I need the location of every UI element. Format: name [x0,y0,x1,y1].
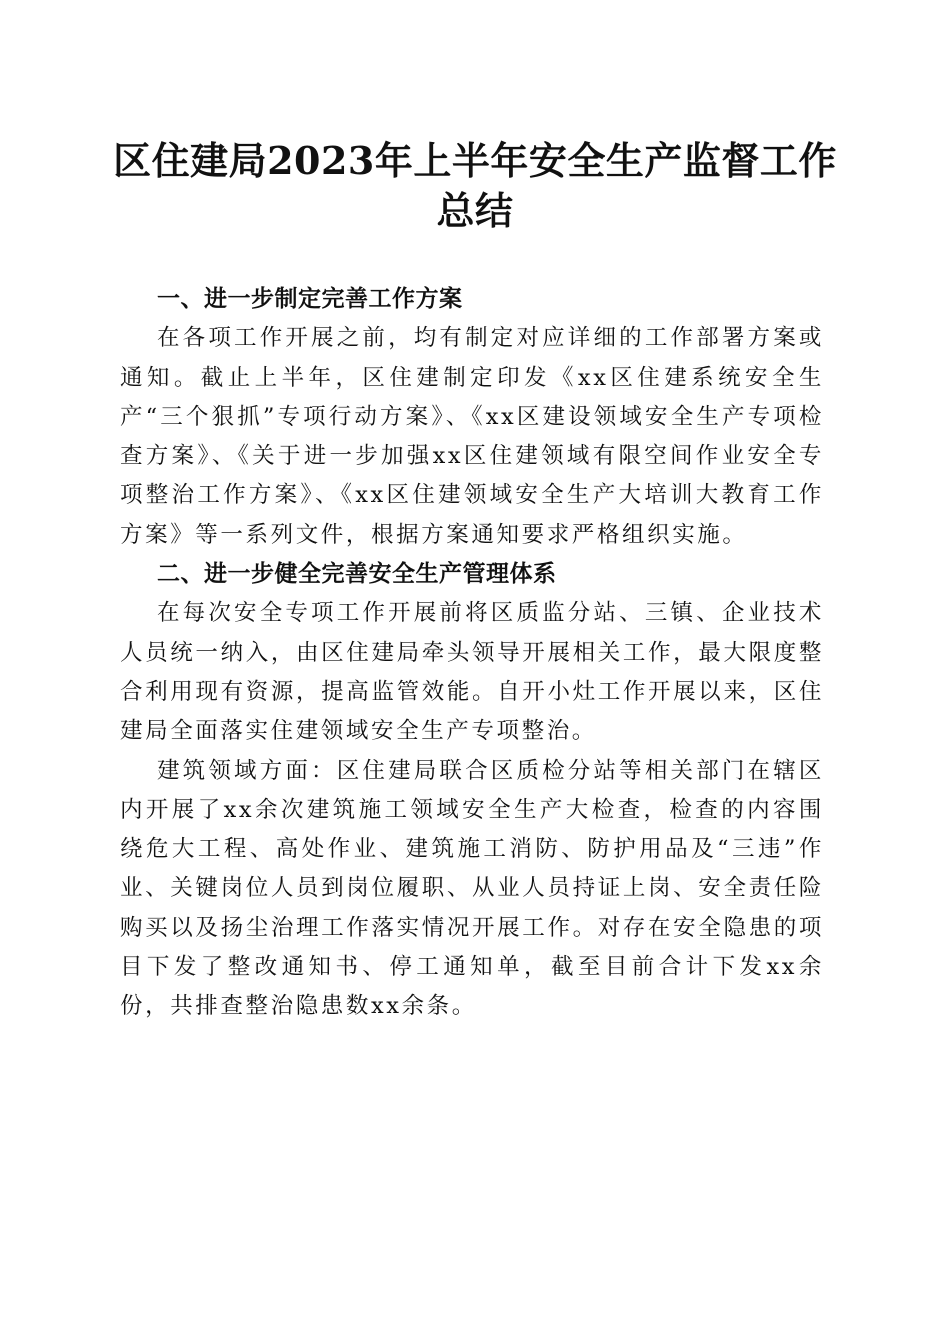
section-heading: 二、进一步健全完善安全生产管理体系 [157,561,557,588]
document-title: 区住建局2023年上半年安全生产监督工作总结 [113,138,837,233]
document-body [120,280,824,1027]
section-heading: 一、进一步制定完善工作方案 [157,286,463,312]
paragraph: 在各项工作开展之前，均有制定对应详细的工作部署方案或通知。截止上半年，区住建制定印发《xx区住建系统安全生产“三个狠抓”专项行动方案》、《xx区建设领域安全生产专项检查方案》、《关于进一步加强xx区住建领域有限空间作业安全专项整治工作方案》、《xx区住建领域安全生产大培训大教育工作方案》等一系列文件，根据方案通知要求严格组织实施。 [120,325,824,548]
paragraph: 建筑领域方面：区住建局联合区质检分站等相关部门在辖区内开展了xx余次建筑施工领域安全生产大检查，检查的内容围绕危大工程、高处作业、建筑施工消防、防护用品及“三违”作业、关键岗位人员到岗位履职、从业人员持证上岗、安全责任险购买以及扬尘治理工作落实情况开展工作。对存在安全隐患的项目下发了整改通知书、停工通知单，截至目前合计下发xx余份，共排查整治隐患数xx余条。 [120,757,824,1020]
section-2 [120,555,824,1027]
paragraph: 在每次安全专项工作开展前将区质监分站、三镇、企业技术人员统一纳入，由区住建局牵头领导开展相关工作，最大限度整合利用现有资源，提高监管效能。自开小灶工作开展以来，区住建局全面落实住建领域安全生产专项整治。 [120,600,824,745]
section-1 [120,280,824,555]
